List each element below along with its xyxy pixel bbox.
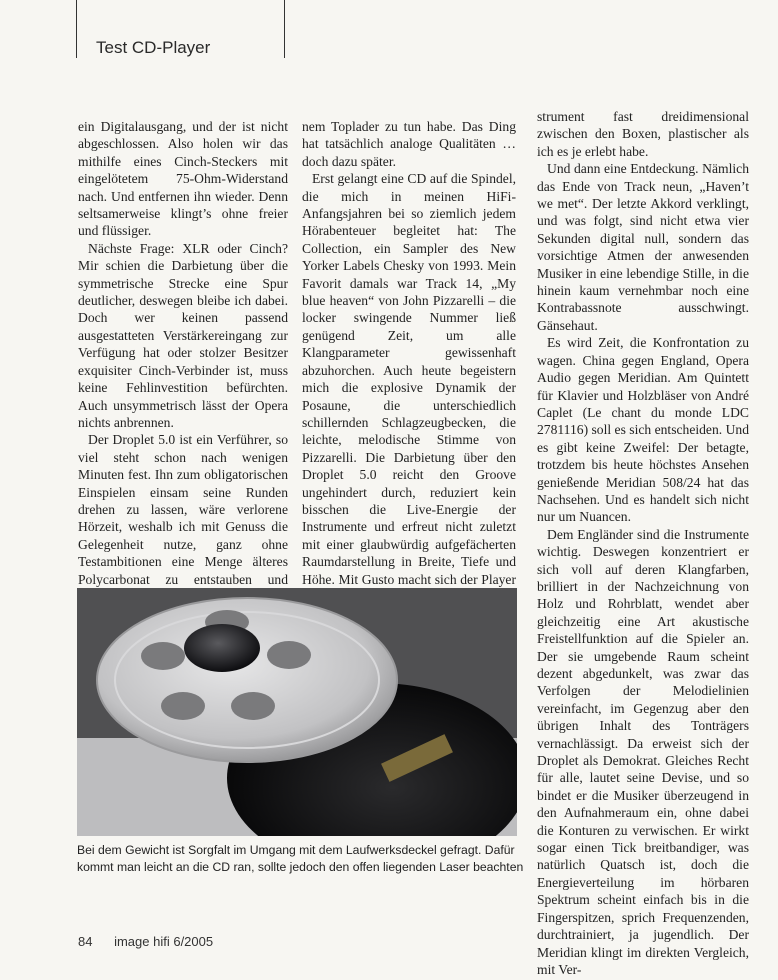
paragraph: strument fast dreidimensional zwischen den Boxen, plastischer als ich es je erlebt habe. [537, 109, 749, 159]
paragraph: Erst gelangt eine CD auf die Spindel, die mich in meinen HiFi-Anfangsjahren bei so ziemlich jedem Hörabenteuer begleitet hat: The Collection, ein Sampler des New Yorker Labels Chesky von 1993. Mein Favorit damals war Track 14, „My blue heaven“ von John Pizzarelli – die locker swingende Nummer ließ genügend Zeit, um alle Klangparameter gewissenhaft abzuhorchen. Auch heute begeistern mich die explosive Dynamik der Posaune, die unterschiedlich schillernden Schlagzeugbecken, die leichte, melodische Stimme von Pizzarelli. Die Darbietung über den Droplet 5.0 reicht den Groove ungehindert durch, reduziert kein bisschen die Live-Energie der Instrumente und erfreut nicht zuletzt mit einer glaubwürdig aufgefächerten Raumdarstellung in Breite, Tiefe und Höhe. Mit Gusto macht sich der Player [302, 171, 516, 587]
figure-caption: Bei dem Gewicht ist Sorgfalt im Umgang mit dem Laufwerksdeckel gefragt. Dafür kommt man leicht an die CD ran, sollte jedoch den offen liegenden Laser beachten [77, 843, 524, 874]
lid-hole [141, 642, 185, 670]
page-number: 84 [78, 934, 93, 949]
magazine-issue: image hifi 6/2005 [114, 934, 214, 949]
paragraph: Und dann eine Entdeckung. Nämlich das Ende von Track neun, „Haven’t we met“. Der letzte Akkord verklingt, und was folgt, sind nicht etwa vier Sekunden digital null, sondern das vorsichtige Atmen der anwesenden Musiker in eine lebendige Stille, in die hinein kaum vernehmbar noch eine Kontrabassnote ausschwingt. Gänsehaut. [537, 161, 749, 333]
column-3 [537, 108, 749, 978]
paragraph: Dem Engländer sind die Instrumente wichtig. Deswegen konzentriert er sich voll auf deren Klangfarben, brilliert in der Nachzeichnung von Holz und Rohrblatt, wendet aber gleichzeitig eine Art akustische Freistellfunktion auf die Spieler an. Der sie umgebende Raum scheint dezent abgedunkelt, was zwar das Verfolgen der Melodielinien vereinfacht, im Gegenzug aber den übrigen Inhalt des Tonträgers vernachlässigt. Da erweist sich der Droplet als Demokrat. Gleiches Recht für alle, lautet seine Devise, und so bindet er die Musiker überzeugend in den Aufnahmeraum ein, ohne dabei die Konturen zu verwischen. Er wirkt sogar einen Tick breitbandiger, was natürlich Quatsch ist, doch die Energieverteilung im hörbaren Spektrum scheint einfach bis in die Fingerspitzen, sprich Frequenzenden, durchtrainiert, ja jugendlich. Der Meridian klingt im direkten Vergleich, mit Ver- [537, 526, 749, 977]
column-2 [302, 118, 516, 640]
cd-player-top-view [77, 588, 517, 836]
lid-hole [161, 692, 205, 720]
lid-puck [184, 624, 260, 672]
section-title: Test CD-Player [96, 38, 211, 57]
column-1 [78, 118, 288, 658]
header-rule-left [76, 0, 77, 58]
lid-hole [267, 641, 311, 669]
paragraph: ein Digitalausgang, und der ist nicht abgeschlossen. Also holen wir das mithilfe eines Cinch-Steckers mit eingelötetem 75-Ohm-Widerstand nach. Und entfernen ihn wieder. Denn seltsamerweise klingt’s ohne freier und flüssiger. [78, 119, 288, 239]
paragraph: Nächste Frage: XLR oder Cinch? Mir schien die Darbietung über die symmetrische Strecke eine Spur deutlicher, deswegen bleibe ich dabei. Doch wer keinen passend ausgestatteten Verstärkereingang zur Verfügung hat oder stolzer Besitzer exquisiter Cinch-Verbinder ist, muss keine Fehlinvestition befürchten. Auch unsymmetrisch lässt der Opera nichts anbrennen. [78, 240, 288, 430]
page-footer [78, 934, 231, 949]
paragraph: Der Droplet 5.0 ist ein Verführer, so viel steht schon nach wenigen Minuten fest. Ihn zum obligatorischen Einspielen einsam seine Runden drehen zu lassen, wäre verlorene Hörzeit, weshalb ich mit Genuss die Gelegenheit nutze, ganz ohne Testambitionen eine Menge älteres Polycarbonat zu entstauben und [78, 432, 288, 587]
paragraph: Es wird Zeit, die Konfrontation zu wagen. China gegen England, Opera Audio gegen Meridian. Am Quintett für Klavier und Holzbläser von André Caplet (Le chant du monde LDC 2781116) soll es sich entscheiden. Und es gibt keine Zweifel: Der betagte, trotzdem bis heute höchstes Ansehen genießende Meridian 508/24 hat das Nachsehen. Und es handelt sich nicht nur um Nuancen. [537, 335, 749, 525]
paragraph: nem Toplader zu tun habe. Das Ding hat tatsächlich analoge Qualitäten … doch dazu später. [302, 119, 516, 169]
product-photo [77, 588, 517, 836]
header-rule-right [284, 0, 285, 58]
lid-hole [231, 692, 275, 720]
